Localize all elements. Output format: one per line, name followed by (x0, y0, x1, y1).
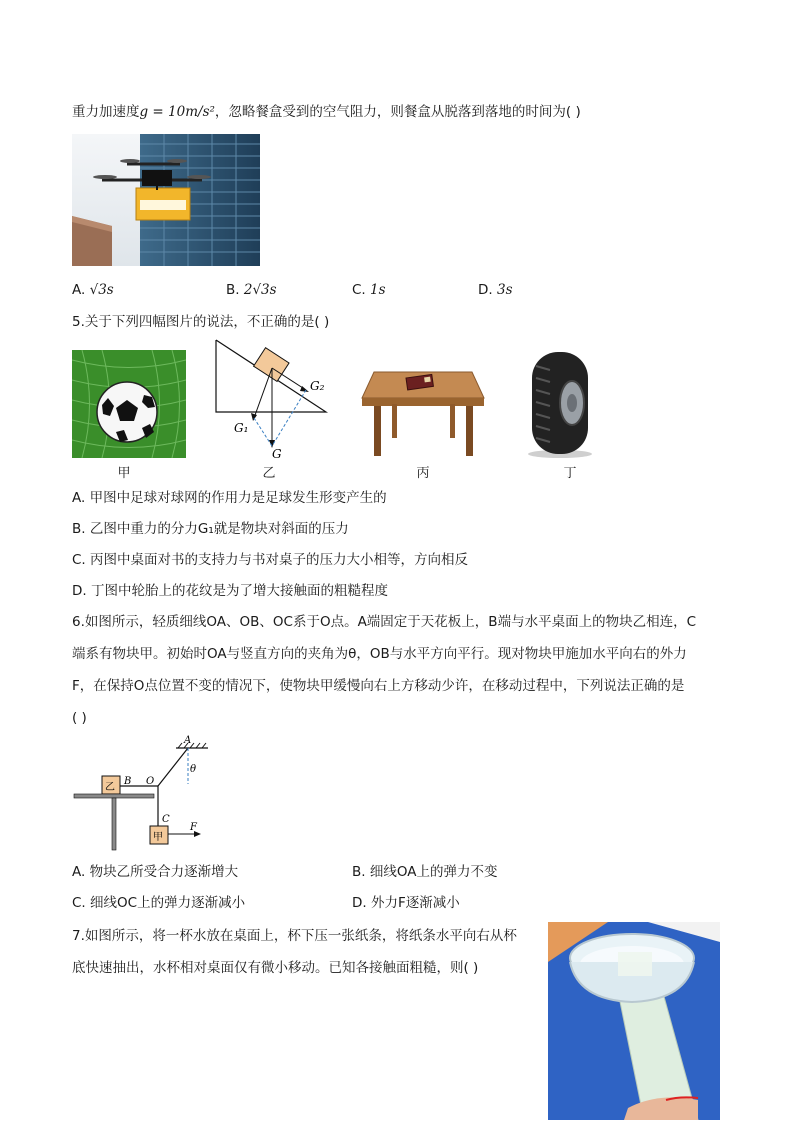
q4-option-d[interactable]: D. 3s (478, 282, 513, 298)
block-yi: 乙 (105, 782, 115, 793)
q4-option-c[interactable]: C. 1s (352, 282, 386, 298)
incline-diagram (206, 338, 332, 460)
q6-stem-line-4: ( ) (72, 710, 87, 726)
q4-option-a[interactable]: A. √3s (72, 282, 114, 298)
q6-stem-line-2: 端系有物块甲。初始时OA与竖直方向的夹角为θ，OB与水平方向平行。现对物块甲施加水平向右的外力 (72, 646, 687, 662)
label-o: O (146, 776, 155, 787)
caption-bing: 丙 (416, 466, 430, 481)
q5-option-d[interactable]: D. 丁图中轮胎上的花纹是为了增大接触面的粗糙程度 (72, 583, 388, 599)
cup-photo (548, 922, 720, 1120)
q6-option-d[interactable]: D. 外力F逐渐减小 (352, 895, 460, 911)
q5-stem: 5.关于下列四幅图片的说法，不正确的是( ) (72, 314, 330, 330)
q4-option-b[interactable]: B. 2√3s (226, 282, 277, 298)
tire-photo (520, 348, 600, 460)
q7-stem-line-1: 7.如图所示，将一杯水放在桌面上，杯下压一张纸条，将纸条水平向右从杯 (72, 928, 517, 944)
q6-option-c[interactable]: C. 细线OC上的弹力逐渐减小 (72, 895, 246, 911)
label-b: B (124, 776, 132, 787)
table-photo (360, 360, 486, 458)
drone-photo (72, 134, 260, 266)
label-g2: G₂ (310, 379, 325, 393)
q4-stem-b: ，忽略餐盒受到的空气阻力，则餐盒从脱落到落地的时间为( ) (214, 104, 581, 120)
caption-yi: 乙 (262, 466, 276, 481)
label-theta: θ (190, 764, 197, 775)
string-diagram (72, 734, 222, 852)
caption-jia: 甲 (117, 466, 131, 481)
label-f: F (190, 822, 197, 833)
caption-ding: 丁 (563, 466, 577, 481)
label-c: C (162, 814, 170, 825)
q4-stem-a: 重力加速度 (72, 104, 140, 120)
q4-formula: g = 10m/s² (139, 104, 215, 120)
label-a: A (184, 735, 192, 746)
q5-option-c[interactable]: C. 丙图中桌面对书的支持力与书对桌子的压力大小相等，方向相反 (72, 552, 469, 568)
q6-stem-line-3: F，在保持O点位置不变的情况下，使物块甲缓慢向右上方移动少许，在移动过程中，下列说法正确的是 (72, 678, 685, 694)
block-jia: 甲 (153, 832, 163, 843)
q6-stem-line-1: 6.如图所示，轻质细线OA、OB、OC系于O点。A端固定于天花板上，B端与水平桌面上的物块乙相连，C (72, 614, 696, 630)
q5-option-b[interactable]: B. 乙图中重力的分力G₁就是物块对斜面的压力 (72, 521, 349, 537)
q4-stem (72, 102, 581, 122)
q6-option-a[interactable]: A. 物块乙所受合力逐渐增大 (72, 864, 239, 880)
label-g1: G₁ (234, 421, 249, 435)
label-g: G (272, 447, 282, 460)
q6-option-b[interactable]: B. 细线OA上的弹力不变 (352, 864, 498, 880)
q5-option-a[interactable]: A. 甲图中足球对球网的作用力是足球发生形变产生的 (72, 490, 387, 506)
soccer-photo (72, 350, 186, 458)
q7-stem-line-2: 底快速抽出，水杯相对桌面仅有微小移动。已知各接触面粗糙，则( ) (72, 960, 479, 976)
